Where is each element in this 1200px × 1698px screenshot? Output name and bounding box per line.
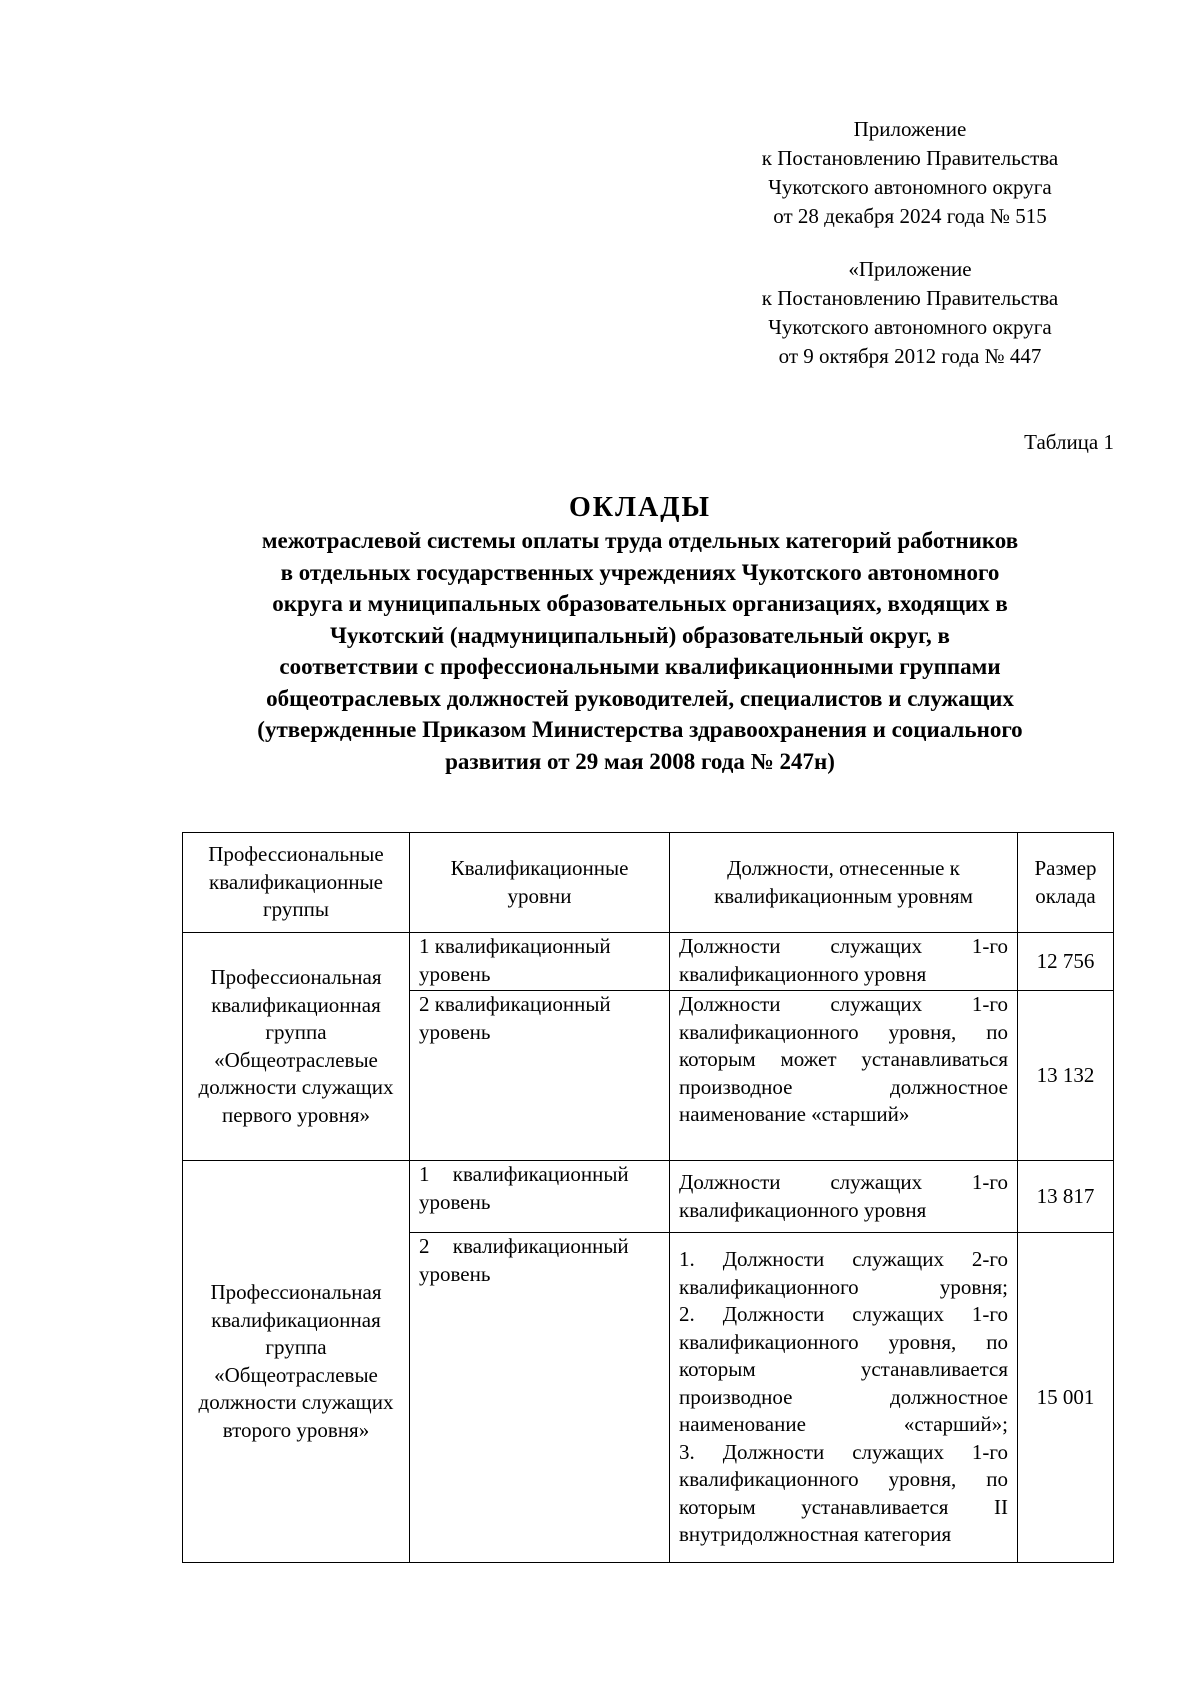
level-cell: 2 квалификационный уровень [410, 991, 670, 1161]
attachment-line: Чукотского автономного округа [768, 315, 1052, 339]
attachment-line: от 28 декабря 2024 года № 515 [773, 204, 1047, 228]
level-cell: 2 квалификационный уровень [410, 1233, 670, 1563]
positions-text: Должности служащих 1-го квалификационного уровня, по которым может устанавливаться производное должностное наименование «старший» [679, 992, 1008, 1126]
level-cell: 1 квалификационный уровень [410, 933, 670, 991]
positions-cell [670, 933, 1018, 991]
attachment-line: Приложение [853, 117, 967, 141]
positions-cell [670, 991, 1018, 1161]
positions-item: 2. Должности служащих 1-го квалификационного уровня, по которым устанавливается производное должностное наименование «старший»; [679, 1302, 1008, 1437]
attachment-line: к Постановлению Правительства [761, 146, 1059, 170]
subtitle-line: в отдельных государственных учреждениях Чукотского автономного [280, 559, 1000, 585]
positions-text: Должности служащих 1-го квалификационного уровня [679, 1170, 1008, 1222]
subtitle-line: Чукотский (надмуниципальный) образовательный округ, в [330, 622, 950, 648]
positions-text: Должности служащих 1-го квалификационного уровня [679, 934, 1008, 986]
subtitle-line: межотраслевой системы оплаты труда отдельных категорий работников [261, 528, 1019, 553]
salary-cell: 13 132 [1018, 991, 1114, 1161]
subtitle-line: округа и муниципальных образовательных организациях, входящих в [272, 591, 1008, 616]
positions-cell [670, 1161, 1018, 1233]
header-cell: Профессиональные квалификационные группы [183, 833, 410, 933]
attachment-line: Чукотского автономного округа [768, 175, 1052, 199]
salary-cell: 15 001 [1018, 1233, 1114, 1563]
attachment-line: от 9 октября 2012 года № 447 [778, 344, 1042, 368]
level-cell: 1 квалификационный уровень [410, 1161, 670, 1233]
subtitle-line: соответствии с профессиональными квалификационными группами [279, 654, 1001, 679]
attachment-line: к Постановлению Правительства [761, 286, 1059, 310]
positions-cell [670, 1233, 1018, 1563]
header-cell: Квалификационные уровни [410, 833, 670, 933]
table-row [183, 933, 1114, 991]
table-header-row [183, 833, 1114, 933]
table-row [183, 1161, 1114, 1233]
attachment-original-header [700, 255, 1120, 371]
salary-cell: 12 756 [1018, 933, 1114, 991]
group-name-cell: Профессиональная квалификационная группа «Общеотраслевые должности служащих первого уровня» [183, 933, 410, 1161]
table-label: Таблица 1 [1024, 430, 1114, 454]
positions-item: 3. Должности служащих 1-го квалификационного уровня, по которым устанавливается II внутридолжностная категория [679, 1439, 1008, 1547]
subtitle-line: развития от 29 мая 2008 года № 247н) [445, 748, 835, 774]
header-cell: Должности, отнесенные к квалификационным уровням [670, 833, 1018, 933]
salary-cell: 13 817 [1018, 1161, 1114, 1233]
document-title-block [160, 491, 1120, 777]
positions-item: 1. Должности служащих 2-го квалификационного уровня; [679, 1247, 1008, 1299]
document-title: ОКЛАДЫ [569, 492, 711, 523]
attachment-current-header [700, 115, 1120, 231]
attachment-line: «Приложение [848, 257, 972, 281]
salary-table [182, 832, 1114, 1563]
subtitle-line: (утвержденные Приказом Министерства здравоохранения и социального [257, 717, 1023, 742]
group-name-cell: Профессиональная квалификационная группа «Общеотраслевые должности служащих второго уровня» [183, 1161, 410, 1563]
subtitle-line: общеотраслевых должностей руководителей, специалистов и служащих [266, 685, 1014, 711]
header-cell: Размер оклада [1018, 833, 1114, 933]
